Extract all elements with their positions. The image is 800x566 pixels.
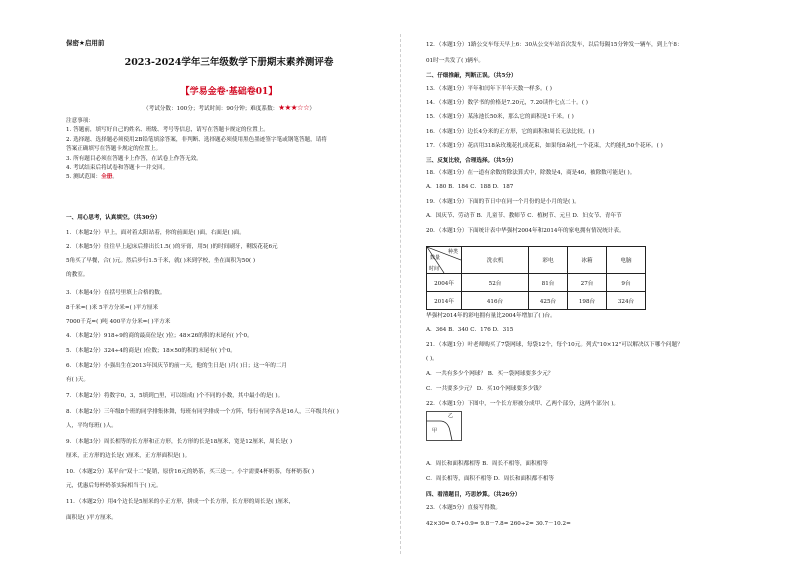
answer-options: A．国庆节、劳动节 B．儿童节、教师节 C．植树节、元旦 D．妇女节、青年节 [426, 213, 622, 219]
question-line: 10．（本题2分）某平台"双十二"促销，原价16元的奶茶，买三送一。小宇需要4杯奶茶，每杯奶茶( ) [66, 469, 314, 475]
question-line: 8千米=( )米 5平方分米=( )平方厘米 [66, 305, 159, 311]
exam-subtitle: 【学易金卷·基础卷01】 [180, 87, 278, 97]
scope-end: 。 [112, 174, 118, 181]
note-item: 1. 答题前，填写好自己的姓名、班级、考号等信息，请写在答题卡规定的位置上。 [66, 127, 269, 134]
answer-options: A．364 B．340 C．176 D．315 [426, 327, 514, 333]
question-line: 22．（本题1分）下图中，一个长方形被分成甲、乙两个部分，这两个部分( )。 [426, 401, 620, 407]
question-line: 有( )天。 [66, 377, 89, 383]
section-heading: 二、仔细推敲，判断正误。（共5分） [426, 73, 517, 79]
corner-mid-label: 数量 [430, 255, 441, 261]
table-corner-cell [427, 247, 462, 274]
question-line: 5．（本题2分）324÷4的商是( )位数；18×50的积的末尾有( )个0。 [66, 348, 236, 354]
question-line: 人，平均每班( )人。 [66, 423, 117, 429]
question-line: 12．（本题1分）1路公交车每天早上6：30从公交车站首次发车，以后每隔15分钟发一辆车，到上午8： [426, 42, 683, 48]
table-cell: 81台 [529, 274, 568, 292]
table-cell: 27台 [568, 274, 607, 292]
table-header-cell: 冰箱 [568, 247, 607, 274]
corner-bottom-label: 时间 [429, 266, 440, 272]
scope-value: 全册 [101, 174, 113, 181]
question-line: 4．（本题2分）918÷9的商的最高位是( )位；48×26的积的末尾有( )个0。 [66, 333, 253, 339]
section-heading: 三、反复比较，合理选择。（共5分） [426, 158, 517, 164]
figure-label-b: 乙 [448, 413, 454, 419]
question-line: 华强村2014年的彩电拥有量比2004年增加了( )台。 [426, 313, 556, 319]
table-cell: 416台 [462, 292, 529, 310]
question-line: 16．（本题1分）边长4分米的正方形，它的面积和周长无法比较。( ) [426, 129, 595, 135]
notes-block [66, 117, 396, 183]
note-item: 4. 考试结束后将试卷和答题卡一并交回。 [66, 165, 169, 172]
question-line: 23．（本题5分）直接写得数。 [426, 505, 502, 511]
figure-label-a: 甲 [432, 428, 438, 434]
question-line: 21．（本题1分）叶老师购买了7袋网球，每袋12个，每个10元。列式"10×12"可以解决以下哪个问题？ [426, 342, 683, 348]
table-header-row [427, 247, 646, 274]
question-line: 8．（本题2分）三年级8个班的同学排集体舞，每班有同学排成一个方阵，每行有同学各是16人，三年级共有( ) [66, 409, 339, 415]
question-line: 14．（本题1分）数学书的价格是7.20元，7.20读作七点二十。( ) [426, 100, 588, 106]
meta-end: ） [309, 106, 315, 112]
note-item: 3. 所有题目必须在答题卡上作答，在试卷上作答无效。 [66, 155, 202, 162]
question-line: 15．（本题1分）某泳池长50米，那么它的面积是1千米。( ) [426, 114, 574, 120]
question-line: 7．（本题2分）将数字0，3，5填到□里，可以组成( )个不同的小数，其中最小的是( )。 [66, 393, 284, 399]
question-line: 5角买了早餐，合( )元。然后步行1.5千米，就( )米到学校，坐在面积为50( ) [66, 258, 256, 264]
section-heading: 一、用心思考，认真填空。（共30分） [66, 215, 161, 221]
section-heading: 四、看清题目，巧思妙算。（共26分） [426, 492, 521, 498]
question-line: 的教室。 [66, 272, 89, 278]
mental-math-row: 42×30= 0.7+0.9= 9.8－7.8= 260÷2= 30.7－10.2= [426, 521, 571, 527]
question-line: 20．（本题1分）下面统计表中华强村2004年和2014年的家电拥有情况统计表。 [426, 228, 625, 234]
question-line: 19．（本题1分）下面的节日中在同一个月份的是小月的是( )。 [426, 199, 580, 205]
meta-text: （考试分数：100分；考试时间：90分钟；难度系数： [143, 106, 279, 112]
table-header-cell: 洗衣机 [462, 247, 529, 274]
exam-title: 2023-2024学年三年级数学下册期末素养测评卷 [124, 57, 334, 68]
answer-options: C．周长相等，面积不相等 D．周长和面积都不相等 [426, 476, 555, 482]
secret-label: 保密★启用前 [66, 39, 105, 47]
difficulty-stars: ★★★☆☆ [278, 103, 310, 112]
notes-title: 注意事项： [66, 118, 94, 124]
question-line: 6．（本题2分）小强出生在2013年国庆节的前一天，他的生日是( )月( )日；这一年的二月 [66, 363, 288, 369]
table-header-cell: 彩电 [529, 247, 568, 274]
question-line: 17．（本题1分）花店用318朵玫瑰花扎成花束，如果每8朵扎一个花束，大约能扎50个花环。( ) [426, 143, 663, 149]
table-row-label: 2014年 [427, 292, 462, 310]
question-line: 元，优惠后每杯奶茶实际相当于( )元。 [66, 483, 162, 489]
question-line: ( )。 [426, 356, 438, 362]
table-row-label: 2004年 [427, 274, 462, 292]
table-cell: 9台 [607, 274, 646, 292]
column-divider [400, 34, 401, 554]
answer-options: A．周长和面积都相等 B．周长不相等，面积相等 [426, 461, 548, 467]
note-scope [66, 173, 396, 182]
question-line: 1．（本题2分）早上，面对着太阳站着，你的前面是( )面，右面是( )面。 [66, 230, 245, 236]
table-cell: 198台 [568, 292, 607, 310]
note-item: 2. 选择题、选择题必须使用2B铅笔填涂答案，非判断、选择题必须使用黑色墨迹签字笔或钢笔答题，请将 [66, 136, 327, 143]
table-cell: 324台 [607, 292, 646, 310]
rectangle-figure [426, 411, 462, 445]
question-line: 2．（本题5分）往往早上起床后排出长1.5( )的牙膏，用5( )的时间刷牙，剩饭花花6元 [66, 244, 278, 250]
answer-options: A．一共有多少个网球？ B．买一袋网球要多少元？ [426, 371, 554, 377]
appliance-table [426, 246, 646, 310]
scope-label: 5. 测试范围： [66, 174, 102, 181]
question-line: 11．（本题2分）用4个边长是5厘米的小正方形，拼成一个长方形，长方形的周长是( )厘米， [66, 499, 295, 505]
question-line: 厘米，正方形的边长是( )厘米，正方形面积是( )。 [66, 453, 191, 459]
note-item: 答案正确填写在答题卡规定的位置上。 [66, 146, 162, 153]
question-line: 3．（本题4分）在括号里填上合格的数。 [66, 290, 166, 296]
answer-options: C．一共要多少元？ D．买10个网球要多少钱？ [426, 386, 545, 392]
question-line: 18．（本题1分）在一道有余数的除法算式中，除数是4，商是46，被除数可能是( )。 [426, 170, 636, 176]
exam-meta [66, 103, 392, 112]
question-line: 面积是( )平方厘米。 [66, 515, 117, 521]
question-line: 01时一共发了( )辆车。 [426, 58, 485, 64]
rectangle-split-diagram [426, 411, 462, 441]
table-row [427, 292, 646, 310]
answer-options: A．180 B．184 C．188 D．187 [426, 184, 514, 190]
table-cell: 52台 [462, 274, 529, 292]
question-line: 13．（本题1分）平年和闰年下半年天数一样多。( ) [426, 86, 552, 92]
question-line: 9．（本题3分）周长相等的长方形和正方形，长方形的长是18厘米，宽是12厘米，周长是( ) [66, 439, 293, 445]
table-cell: 425台 [529, 292, 568, 310]
table-header-cell: 电脑 [607, 247, 646, 274]
table-row [427, 274, 646, 292]
corner-top-label: 种类 [447, 249, 458, 255]
question-line: 7000千克=( )吨 400平方分米=( )平方米 [66, 319, 171, 325]
